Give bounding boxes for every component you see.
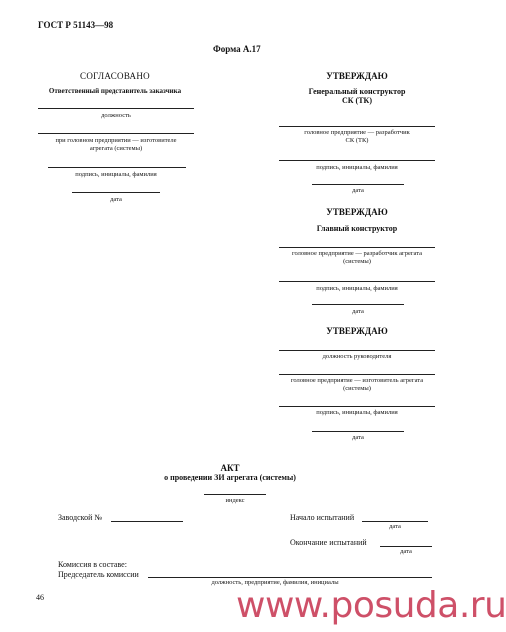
chief-designer-title: Главный конструктор: [316, 224, 398, 233]
approve-heading-1: УТВЕРЖДАЮ: [326, 71, 388, 81]
index-label: индекс: [225, 497, 245, 504]
position-label: должность: [101, 112, 131, 119]
manufacturer-label-2: (системы): [343, 385, 371, 392]
manufacturer-line[interactable]: [279, 374, 435, 375]
date-line-left[interactable]: [72, 192, 160, 193]
enterprise-label-1: при головном предприятии — изготовителе: [55, 137, 177, 144]
test-start-label: Начало испытаний: [290, 513, 355, 522]
general-designer-title: Генеральный конструктор: [308, 87, 406, 96]
factory-number-label: Заводской №: [58, 513, 103, 522]
form-number: Форма А.17: [213, 44, 261, 54]
test-end-line[interactable]: [380, 546, 432, 547]
signature-label-1: подпись, инициалы, фамилия: [316, 164, 398, 171]
developer-enterprise-line[interactable]: [279, 126, 435, 127]
chairman-field-label: должность, предприятие, фамилия, инициалы: [211, 579, 339, 586]
manager-position-line[interactable]: [279, 350, 435, 351]
agreed-heading: СОГЛАСОВАНО: [80, 71, 150, 81]
signature-label-3: подпись, инициалы, фамилия: [316, 409, 398, 416]
date-label-3: дата: [352, 434, 364, 441]
developer-enterprise-label-2: СК (ТК): [345, 137, 369, 144]
act-title: АКТ: [220, 463, 240, 473]
position-line[interactable]: [38, 108, 194, 109]
enterprise-label-2: агрегата (системы): [89, 145, 143, 152]
act-subtitle: о проведении ЗИ агрегата (системы): [164, 473, 296, 482]
signature-line-left[interactable]: [48, 167, 186, 168]
date-line-3[interactable]: [312, 431, 404, 432]
signature-line-3[interactable]: [279, 406, 435, 407]
developer-enterprise-label-1: головное предприятие — разработчик: [304, 129, 410, 136]
test-end-label: Окончание испытаний: [290, 538, 367, 547]
unit-developer-label-1: головное предприятие — разработчик агрегата: [291, 250, 423, 257]
unit-developer-label-2: (системы): [343, 258, 371, 265]
approve-heading-2: УТВЕРЖДАЮ: [326, 207, 388, 217]
general-designer-sk: СК (ТК): [341, 96, 373, 105]
factory-number-line[interactable]: [111, 521, 183, 522]
customer-rep-title: Ответственный представитель заказчика: [48, 87, 182, 95]
manager-position-label: должность руководителя: [322, 353, 392, 360]
enterprise-line[interactable]: [38, 133, 194, 134]
date-label-2: дата: [352, 308, 364, 315]
signature-line-1[interactable]: [279, 160, 435, 161]
standard-number: ГОСТ Р 51143—98: [38, 20, 114, 30]
signature-line-2[interactable]: [279, 281, 435, 282]
date-line-1[interactable]: [312, 184, 404, 185]
test-end-date-label: дата: [400, 548, 412, 555]
unit-developer-line[interactable]: [279, 247, 435, 248]
approve-heading-3: УТВЕРЖДАЮ: [326, 326, 388, 336]
commission-label: Комиссия в составе:: [58, 560, 127, 569]
test-start-line[interactable]: [362, 521, 428, 522]
index-line[interactable]: [204, 494, 266, 495]
test-start-date-label: дата: [389, 523, 401, 530]
chairman-line[interactable]: [148, 577, 432, 578]
date-line-2[interactable]: [312, 304, 404, 305]
date-label-left: дата: [110, 196, 122, 203]
signature-label-2: подпись, инициалы, фамилия: [316, 285, 398, 292]
date-label-1: дата: [352, 187, 364, 194]
manufacturer-label-1: головное предприятие — изготовитель агрегата: [290, 377, 424, 384]
watermark-logo: www.posuda.ru: [236, 585, 506, 626]
page-number: 46: [36, 593, 44, 602]
chairman-label: Председатель комиссии: [58, 570, 139, 579]
signature-label-left: подпись, инициалы, фамилия: [75, 171, 157, 178]
